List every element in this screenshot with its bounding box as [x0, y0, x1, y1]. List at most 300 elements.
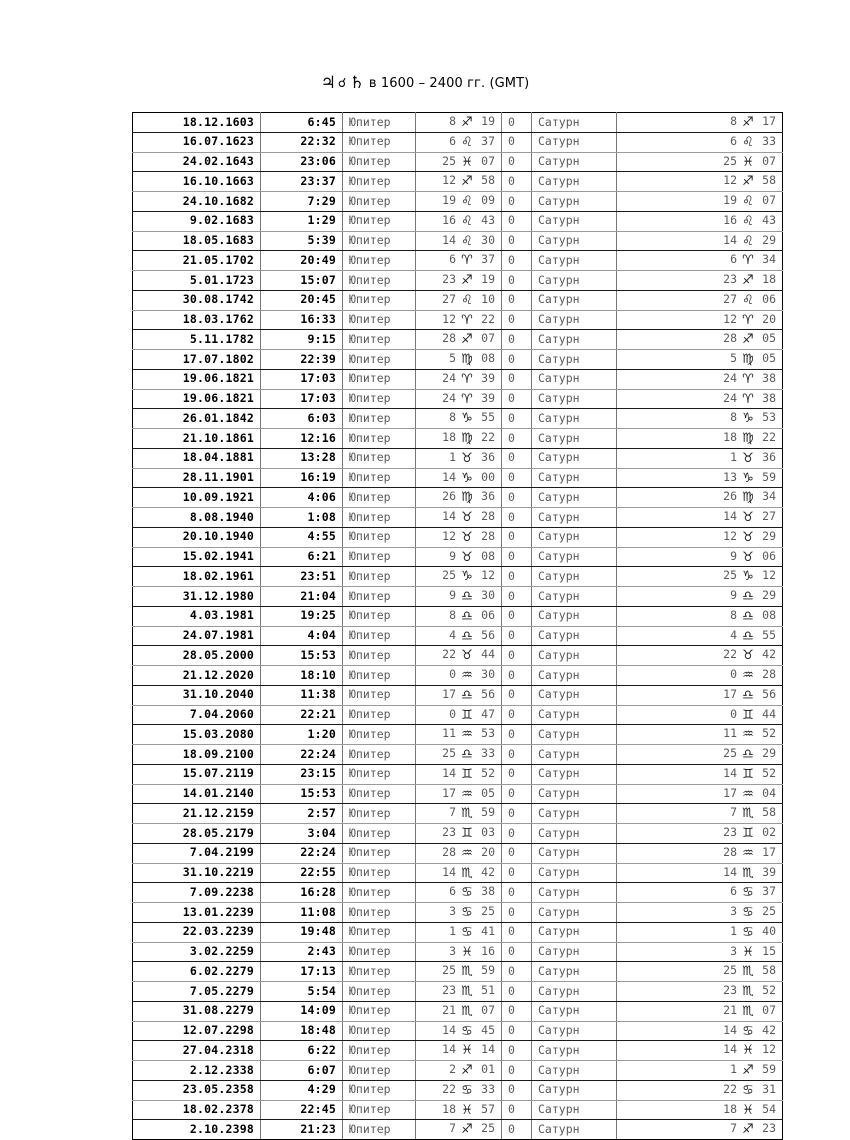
zodiac-sign-icon: ♉	[461, 510, 473, 525]
planet-one-position	[416, 271, 502, 291]
position-minutes: 59	[481, 805, 495, 820]
zodiac-sign-icon: ♈	[742, 312, 754, 328]
orb-value: 0	[502, 251, 532, 271]
orb-value: 0	[502, 290, 532, 310]
table-row	[133, 883, 783, 903]
zodiac-sign-icon: ♎	[742, 747, 754, 762]
table-row	[133, 824, 783, 844]
planet-two-name: Сатурн	[532, 409, 617, 429]
planet-one-name: Юпитер	[343, 488, 416, 508]
zodiac-sign-icon: ♑	[742, 411, 754, 427]
orb-value: 0	[502, 764, 532, 784]
orb-value: 0	[502, 1061, 532, 1081]
planet-two-position	[617, 330, 783, 350]
zodiac-sign-icon: ♎	[461, 687, 473, 703]
planet-one-name: Юпитер	[343, 330, 416, 350]
zodiac-sign-icon: ♌	[742, 134, 754, 150]
conjunction-date: 21.12.2020	[133, 666, 261, 686]
zodiac-sign-icon: ♏	[461, 1003, 473, 1019]
conjunction-time: 16:33	[261, 310, 343, 330]
conjunction-time: 6:21	[261, 547, 343, 567]
position-degrees: 28	[723, 844, 737, 859]
conjunction-time: 20:45	[261, 290, 343, 310]
position-minutes: 07	[762, 193, 776, 207]
conjunction-time: 9:15	[261, 330, 343, 350]
planet-two-position	[617, 1080, 783, 1100]
planet-two-name: Сатурн	[532, 705, 617, 725]
position-degrees: 25	[442, 746, 456, 760]
planet-two-position	[617, 527, 783, 547]
position-degrees: 25	[442, 568, 456, 583]
orb-value: 0	[502, 448, 532, 468]
conjunction-date: 9.02.1683	[133, 211, 261, 231]
position-degrees: 12	[723, 311, 737, 326]
planet-two-name: Сатурн	[532, 508, 617, 528]
orb-value: 0	[502, 685, 532, 705]
conjunction-date: 31.10.2040	[133, 685, 261, 705]
saturn-icon: ♄	[349, 73, 365, 93]
position-minutes: 37	[762, 884, 776, 899]
position-degrees: 23	[442, 983, 456, 997]
zodiac-sign-icon: ♐	[461, 273, 473, 288]
position-minutes: 25	[762, 904, 776, 918]
position-degrees: 8	[730, 114, 737, 128]
orb-value: 0	[502, 172, 532, 192]
planet-one-name: Юпитер	[343, 843, 416, 863]
zodiac-sign-icon: ♐	[742, 115, 754, 130]
zodiac-sign-icon: ♓	[742, 1102, 754, 1118]
table-row	[133, 1061, 783, 1081]
position-degrees: 17	[442, 686, 456, 701]
planet-two-position	[617, 666, 783, 686]
zodiac-sign-icon: ♐	[742, 273, 754, 288]
planet-one-position	[416, 192, 502, 212]
position-minutes: 12	[762, 568, 776, 583]
zodiac-sign-icon: ♒	[742, 668, 754, 683]
position-minutes: 06	[481, 607, 495, 622]
conjunction-date: 7.09.2238	[133, 883, 261, 903]
orb-value: 0	[502, 567, 532, 587]
zodiac-sign-icon: ♒	[461, 786, 473, 802]
position-minutes: 07	[481, 1002, 495, 1017]
orb-value: 0	[502, 468, 532, 488]
planet-two-name: Сатурн	[532, 330, 617, 350]
conjunction-time: 16:19	[261, 468, 343, 488]
conjunction-time: 6:03	[261, 409, 343, 429]
position-degrees: 26	[723, 489, 737, 504]
planet-one-position	[416, 113, 502, 133]
planet-one-name: Юпитер	[343, 527, 416, 547]
planet-two-position	[617, 1120, 783, 1140]
zodiac-sign-icon: ♓	[742, 1043, 754, 1059]
planet-one-name: Юпитер	[343, 350, 416, 370]
planet-two-position	[617, 448, 783, 468]
zodiac-sign-icon: ♏	[742, 865, 754, 881]
position-minutes: 30	[481, 232, 495, 247]
position-degrees: 14	[442, 509, 456, 523]
position-degrees: 0	[449, 706, 456, 721]
orb-value: 0	[502, 587, 532, 607]
table-row	[133, 231, 783, 251]
zodiac-sign-icon: ♋	[461, 905, 473, 920]
table-row	[133, 508, 783, 528]
conjunction-date: 31.10.2219	[133, 863, 261, 883]
zodiac-sign-icon: ♏	[461, 984, 473, 999]
position-minutes: 42	[481, 864, 495, 879]
planet-one-position	[416, 350, 502, 370]
position-minutes: 19	[481, 272, 495, 286]
planet-one-position	[416, 764, 502, 784]
planet-one-name: Юпитер	[343, 804, 416, 824]
position-degrees: 23	[442, 272, 456, 286]
position-degrees: 27	[442, 291, 456, 306]
orb-value: 0	[502, 369, 532, 389]
position-degrees: 1	[449, 449, 456, 464]
table-row	[133, 705, 783, 725]
conjunction-date: 17.07.1802	[133, 350, 261, 370]
position-degrees: 23	[442, 825, 456, 839]
position-minutes: 59	[481, 963, 495, 978]
orb-value: 0	[502, 1021, 532, 1041]
position-minutes: 44	[481, 647, 495, 662]
planet-two-name: Сатурн	[532, 942, 617, 962]
orb-value: 0	[502, 429, 532, 449]
page-title	[0, 74, 850, 93]
planet-one-name: Юпитер	[343, 824, 416, 844]
position-degrees: 26	[442, 489, 456, 504]
position-minutes: 36	[481, 449, 495, 464]
zodiac-sign-icon: ♐	[742, 1122, 754, 1138]
conjunction-date: 3.02.2259	[133, 942, 261, 962]
position-degrees: 25	[442, 153, 456, 168]
planet-one-position	[416, 982, 502, 1002]
planet-one-name: Юпитер	[343, 666, 416, 686]
planet-two-name: Сатурн	[532, 863, 617, 883]
planet-two-name: Сатурн	[532, 646, 617, 666]
conjunction-date: 12.07.2298	[133, 1021, 261, 1041]
position-degrees: 24	[442, 370, 456, 385]
zodiac-sign-icon: ♎	[742, 628, 754, 644]
position-degrees: 14	[723, 509, 737, 523]
position-minutes: 29	[762, 746, 776, 760]
zodiac-sign-icon: ♐	[461, 1122, 473, 1138]
position-minutes: 56	[481, 627, 495, 642]
zodiac-sign-icon: ♓	[461, 1043, 473, 1059]
zodiac-sign-icon: ♑	[742, 569, 754, 585]
conjunction-time: 11:38	[261, 685, 343, 705]
zodiac-sign-icon: ♉	[742, 549, 754, 565]
orb-value: 0	[502, 1001, 532, 1021]
planet-two-name: Сатурн	[532, 764, 617, 784]
planet-one-name: Юпитер	[343, 784, 416, 804]
position-minutes: 17	[762, 114, 776, 128]
planet-two-position	[617, 192, 783, 212]
position-degrees: 2	[449, 1062, 456, 1076]
position-minutes: 08	[762, 607, 776, 622]
position-minutes: 55	[481, 410, 495, 425]
position-minutes: 56	[481, 686, 495, 701]
planet-one-name: Юпитер	[343, 962, 416, 982]
planet-two-position	[617, 429, 783, 449]
planet-two-position	[617, 587, 783, 607]
position-degrees: 14	[723, 1042, 737, 1057]
position-minutes: 54	[762, 1101, 776, 1116]
zodiac-sign-icon: ♉	[742, 648, 754, 664]
planet-one-name: Юпитер	[343, 271, 416, 291]
conjunction-time: 1:29	[261, 211, 343, 231]
planet-one-position	[416, 567, 502, 587]
orb-value: 0	[502, 113, 532, 133]
planet-two-position	[617, 152, 783, 172]
conjunction-time: 4:06	[261, 488, 343, 508]
conjunction-date: 15.07.2119	[133, 764, 261, 784]
planet-one-position	[416, 389, 502, 409]
position-degrees: 12	[723, 173, 737, 188]
position-minutes: 30	[481, 667, 495, 681]
planet-one-name: Юпитер	[343, 1120, 416, 1140]
planet-two-name: Сатурн	[532, 310, 617, 330]
planet-one-position	[416, 804, 502, 824]
zodiac-sign-icon: ♐	[461, 1063, 473, 1078]
conjunction-date: 14.01.2140	[133, 784, 261, 804]
planet-one-name: Юпитер	[343, 409, 416, 429]
planet-one-name: Юпитер	[343, 113, 416, 133]
zodiac-sign-icon: ♋	[742, 885, 754, 901]
position-minutes: 25	[481, 904, 495, 918]
conjunction-time: 22:55	[261, 863, 343, 883]
conjunction-date: 31.08.2279	[133, 1001, 261, 1021]
position-degrees: 28	[442, 331, 456, 346]
position-degrees: 7	[449, 805, 456, 820]
position-degrees: 17	[442, 785, 456, 800]
orb-value: 0	[502, 350, 532, 370]
position-degrees: 11	[442, 726, 456, 741]
position-minutes: 12	[762, 1042, 776, 1057]
conjunction-date: 31.12.1980	[133, 587, 261, 607]
conjunction-date: 18.02.1961	[133, 567, 261, 587]
planet-one-position	[416, 547, 502, 567]
planet-two-name: Сатурн	[532, 547, 617, 567]
conjunction-date: 18.05.1683	[133, 231, 261, 251]
planet-two-position	[617, 883, 783, 903]
orb-value: 0	[502, 152, 532, 172]
position-degrees: 16	[442, 212, 456, 227]
zodiac-sign-icon: ♐	[742, 174, 754, 190]
planet-two-position	[617, 843, 783, 863]
jupiter-icon: ♃	[320, 73, 336, 93]
position-degrees: 6	[449, 252, 456, 267]
position-degrees: 8	[449, 410, 456, 425]
table-row	[133, 666, 783, 686]
position-minutes: 52	[762, 726, 776, 741]
position-degrees: 19	[723, 193, 737, 207]
position-degrees: 25	[723, 746, 737, 760]
conjunction-time: 2:43	[261, 942, 343, 962]
planet-one-position	[416, 310, 502, 330]
position-minutes: 03	[481, 825, 495, 839]
position-minutes: 23	[762, 1121, 776, 1136]
planet-two-name: Сатурн	[532, 1021, 617, 1041]
table-row	[133, 172, 783, 192]
orb-value: 0	[502, 547, 532, 567]
position-minutes: 29	[762, 528, 776, 543]
conjunction-time: 18:48	[261, 1021, 343, 1041]
position-minutes: 38	[762, 370, 776, 385]
planet-two-position	[617, 310, 783, 330]
zodiac-sign-icon: ♍	[461, 352, 473, 367]
table-row	[133, 527, 783, 547]
conjunction-date: 23.05.2358	[133, 1080, 261, 1100]
position-degrees: 9	[449, 548, 456, 563]
position-degrees: 14	[723, 864, 737, 879]
planet-two-name: Сатурн	[532, 1061, 617, 1081]
planet-one-name: Юпитер	[343, 922, 416, 942]
orb-value: 0	[502, 646, 532, 666]
zodiac-sign-icon: ♉	[742, 510, 754, 525]
conjunction-date: 4.03.1981	[133, 606, 261, 626]
conjunction-date: 16.10.1663	[133, 172, 261, 192]
planet-one-name: Юпитер	[343, 547, 416, 567]
planet-one-name: Юпитер	[343, 725, 416, 745]
planet-one-name: Юпитер	[343, 429, 416, 449]
planet-one-name: Юпитер	[343, 942, 416, 962]
position-degrees: 6	[730, 133, 737, 148]
position-minutes: 29	[762, 588, 776, 602]
position-minutes: 09	[481, 193, 495, 207]
conjunction-time: 21:04	[261, 587, 343, 607]
planet-one-position	[416, 883, 502, 903]
position-minutes: 07	[481, 153, 495, 168]
planet-two-position	[617, 863, 783, 883]
position-degrees: 9	[730, 548, 737, 563]
position-minutes: 58	[481, 173, 495, 188]
orb-value: 0	[502, 508, 532, 528]
position-degrees: 22	[442, 647, 456, 662]
position-minutes: 06	[762, 548, 776, 563]
zodiac-sign-icon: ♏	[742, 964, 754, 980]
position-degrees: 16	[723, 212, 737, 227]
position-minutes: 34	[762, 252, 776, 267]
position-degrees: 24	[723, 370, 737, 385]
table-row	[133, 369, 783, 389]
conjunction-time: 19:25	[261, 606, 343, 626]
planet-two-position	[617, 251, 783, 271]
position-minutes: 28	[481, 528, 495, 543]
position-minutes: 33	[481, 1081, 495, 1096]
planet-one-name: Юпитер	[343, 211, 416, 231]
conjunction-time: 23:06	[261, 152, 343, 172]
position-degrees: 3	[730, 904, 737, 918]
zodiac-sign-icon: ♌	[742, 292, 754, 308]
planet-one-position	[416, 1120, 502, 1140]
planet-one-position	[416, 448, 502, 468]
table-row	[133, 962, 783, 982]
planet-one-position	[416, 527, 502, 547]
orb-value: 0	[502, 231, 532, 251]
position-minutes: 22	[481, 311, 495, 326]
position-minutes: 42	[762, 647, 776, 662]
conjunction-date: 7.04.2060	[133, 705, 261, 725]
conjunction-time: 16:28	[261, 883, 343, 903]
position-degrees: 18	[442, 430, 456, 444]
conjunction-time: 23:37	[261, 172, 343, 192]
position-degrees: 12	[442, 173, 456, 188]
planet-one-position	[416, 211, 502, 231]
orb-value: 0	[502, 922, 532, 942]
planet-one-name: Юпитер	[343, 903, 416, 923]
table-row	[133, 784, 783, 804]
conjunction-date: 15.03.2080	[133, 725, 261, 745]
planet-one-position	[416, 863, 502, 883]
zodiac-sign-icon: ♏	[461, 865, 473, 881]
position-degrees: 17	[723, 785, 737, 800]
planet-one-position	[416, 1080, 502, 1100]
conjunction-time: 3:04	[261, 824, 343, 844]
position-degrees: 14	[442, 1022, 456, 1037]
position-degrees: 25	[442, 963, 456, 978]
position-minutes: 53	[481, 726, 495, 741]
position-minutes: 05	[762, 351, 776, 365]
planet-one-name: Юпитер	[343, 626, 416, 646]
position-minutes: 47	[481, 706, 495, 721]
planet-two-name: Сатурн	[532, 468, 617, 488]
planet-two-position	[617, 922, 783, 942]
conjunction-time: 2:57	[261, 804, 343, 824]
table-row	[133, 626, 783, 646]
planet-two-position	[617, 271, 783, 291]
position-degrees: 3	[730, 943, 737, 958]
zodiac-sign-icon: ♊	[461, 826, 473, 841]
zodiac-sign-icon: ♓	[461, 1102, 473, 1118]
position-degrees: 3	[449, 904, 456, 918]
position-degrees: 7	[449, 1121, 456, 1136]
position-degrees: 0	[449, 667, 456, 681]
position-degrees: 27	[723, 291, 737, 306]
zodiac-sign-icon: ♎	[742, 687, 754, 703]
conjunction-time: 4:04	[261, 626, 343, 646]
position-minutes: 37	[481, 252, 495, 267]
zodiac-sign-icon: ♒	[461, 668, 473, 683]
orb-value: 0	[502, 1041, 532, 1061]
planet-two-name: Сатурн	[532, 922, 617, 942]
position-minutes: 43	[762, 212, 776, 227]
table-row	[133, 389, 783, 409]
orb-value: 0	[502, 883, 532, 903]
planet-two-name: Сатурн	[532, 290, 617, 310]
orb-value: 0	[502, 488, 532, 508]
planet-two-position	[617, 784, 783, 804]
planet-one-name: Юпитер	[343, 982, 416, 1002]
position-minutes: 28	[762, 667, 776, 681]
position-degrees: 17	[723, 686, 737, 701]
planet-one-name: Юпитер	[343, 1021, 416, 1041]
position-degrees: 5	[449, 351, 456, 365]
table-row	[133, 409, 783, 429]
conjunction-time: 11:08	[261, 903, 343, 923]
position-degrees: 22	[723, 647, 737, 662]
position-degrees: 22	[442, 1081, 456, 1096]
position-degrees: 19	[442, 193, 456, 207]
zodiac-sign-icon: ♒	[742, 727, 754, 743]
zodiac-sign-icon: ♎	[461, 589, 473, 604]
conjunction-time: 15:53	[261, 784, 343, 804]
planet-two-name: Сатурн	[532, 784, 617, 804]
conjunction-time: 6:07	[261, 1061, 343, 1081]
table-row	[133, 152, 783, 172]
orb-value: 0	[502, 211, 532, 231]
zodiac-sign-icon: ♌	[742, 194, 754, 209]
conjunction-time: 1:08	[261, 508, 343, 528]
